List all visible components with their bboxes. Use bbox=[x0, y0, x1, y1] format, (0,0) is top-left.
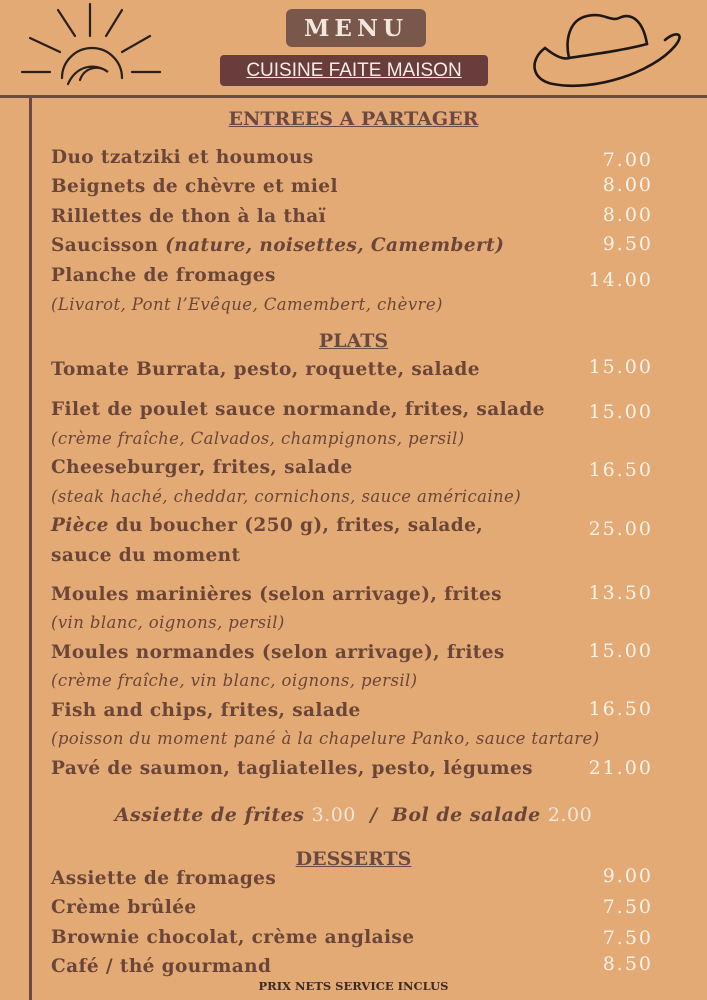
section-title-plats: PLATS bbox=[318, 330, 389, 352]
menu-item-name-detail: (nature, noisettes, Camembert) bbox=[165, 235, 505, 256]
menu-item-price: 9.00 bbox=[602, 865, 653, 887]
menu-item-price: 7.50 bbox=[602, 927, 653, 949]
cowboy-hat-icon bbox=[525, 6, 695, 90]
menu-item: Crème brûlée bbox=[51, 897, 197, 918]
menu-item-price: 15.00 bbox=[588, 640, 653, 662]
menu-item-price: 21.00 bbox=[588, 757, 653, 779]
extras-separator: / bbox=[370, 804, 378, 826]
extras-price-fries: 3.00 bbox=[311, 804, 356, 826]
sun-icon bbox=[20, 0, 170, 92]
menu-item-note: (poisson du moment pané à la chapelure Panko, sauce tartare) bbox=[51, 729, 600, 748]
menu-item-price: 7.00 bbox=[602, 149, 653, 171]
menu-item: Filet de poulet sauce normande, frites, salade bbox=[51, 399, 545, 420]
menu-item: Café / thé gourmand bbox=[51, 956, 272, 977]
menu-item-price: 14.00 bbox=[588, 269, 653, 291]
menu-item-note: (crème fraîche, vin blanc, oignons, persil) bbox=[51, 671, 418, 690]
menu-item-price: 16.50 bbox=[588, 459, 653, 481]
menu-item bbox=[51, 235, 504, 256]
menu-item-price: 15.00 bbox=[588, 401, 653, 423]
footer-note: PRIX NETS SERVICE INCLUS bbox=[258, 979, 449, 993]
menu-item: Duo tzatziki et houmous bbox=[51, 147, 314, 168]
menu-item-price: 15.00 bbox=[588, 356, 653, 378]
menu-item: Tomate Burrata, pesto, roquette, salade bbox=[51, 359, 480, 380]
menu-item: Moules marinières (selon arrivage), frites bbox=[51, 584, 502, 605]
menu-item-name-italic: Pièce bbox=[51, 515, 109, 536]
menu-item-name: Saucisson bbox=[51, 235, 159, 256]
menu-item-price: 16.50 bbox=[588, 698, 653, 720]
menu-item-price: 8.00 bbox=[602, 174, 653, 196]
menu-item-price: 25.00 bbox=[588, 518, 653, 540]
menu-item-line2: sauce du moment bbox=[51, 545, 241, 566]
extras-line bbox=[0, 804, 707, 826]
menu-item: Brownie chocolat, crème anglaise bbox=[51, 927, 415, 948]
extras-price-salad: 2.00 bbox=[547, 804, 593, 826]
menu-item: Cheeseburger, frites, salade bbox=[51, 457, 353, 478]
menu-item: Pavé de saumon, tagliatelles, pesto, légumes bbox=[51, 758, 533, 779]
header-divider bbox=[0, 95, 707, 98]
menu-item bbox=[51, 515, 483, 536]
menu-item-note: (crème fraîche, Calvados, champignons, persil) bbox=[51, 429, 465, 448]
menu-item: Planche de fromages bbox=[51, 265, 276, 286]
menu-item: Assiette de fromages bbox=[51, 868, 277, 889]
extras-item-fries: Assiette de frites bbox=[114, 804, 305, 826]
menu-item-price: 8.00 bbox=[602, 204, 653, 226]
section-title-entrees: ENTREES A PARTAGER bbox=[228, 108, 479, 130]
menu-item: Fish and chips, frites, salade bbox=[51, 700, 361, 721]
menu-item: Moules normandes (selon arrivage), frites bbox=[51, 642, 505, 663]
menu-item-price: 7.50 bbox=[602, 896, 653, 918]
menu-item-name: du boucher (250 g), frites, salade, bbox=[108, 515, 484, 536]
section-title-desserts: DESSERTS bbox=[295, 848, 412, 870]
menu-item-note: (vin blanc, oignons, persil) bbox=[51, 613, 285, 632]
menu-badge: MENU bbox=[286, 9, 426, 47]
menu-item-note: (steak haché, cheddar, cornichons, sauce américaine) bbox=[51, 487, 522, 506]
menu-item-note: (Livarot, Pont l’Evêque, Camembert, chèvre) bbox=[51, 295, 443, 314]
subtitle-badge: CUISINE FAITE MAISON bbox=[220, 55, 488, 86]
menu-item-price: 9.50 bbox=[602, 233, 653, 255]
menu-item: Beignets de chèvre et miel bbox=[51, 176, 338, 197]
menu-item-price: 8.50 bbox=[602, 953, 653, 975]
extras-item-salad: Bol de salade bbox=[391, 804, 541, 826]
menu-item: Rillettes de thon à la thaï bbox=[51, 206, 327, 227]
menu-item-price: 13.50 bbox=[588, 582, 653, 604]
